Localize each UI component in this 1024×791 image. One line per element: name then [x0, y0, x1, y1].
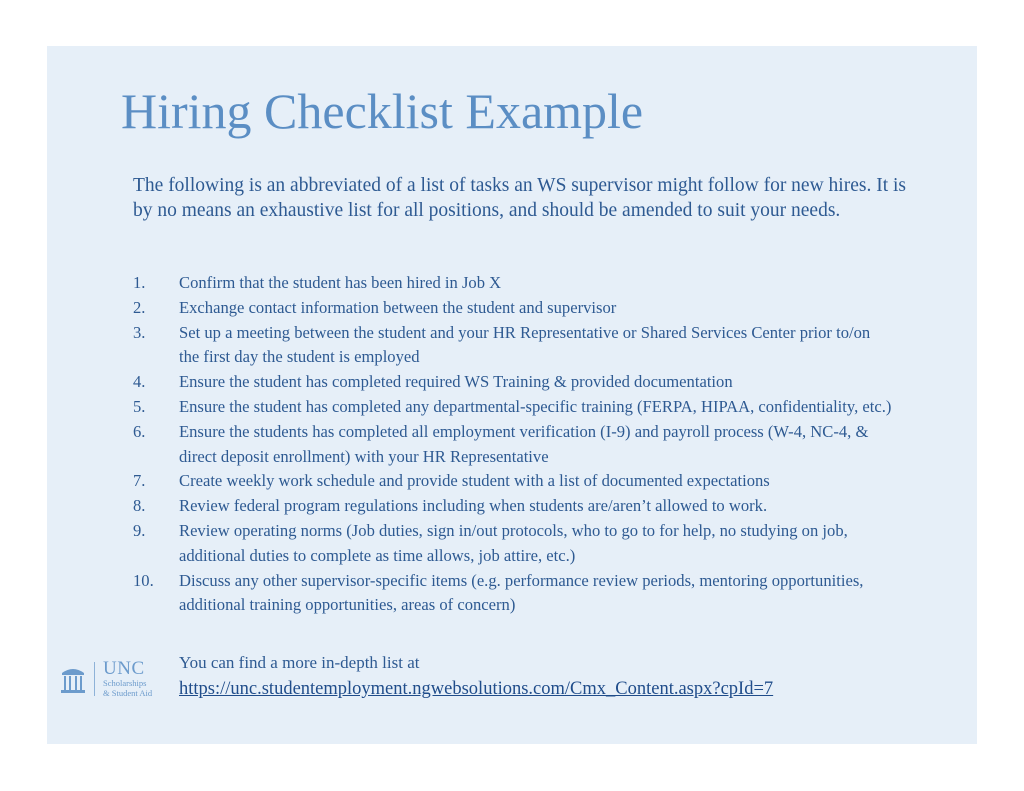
task-text: Create weekly work schedule and provide student with a list of documented expectations	[179, 471, 770, 491]
more-info	[179, 650, 773, 702]
task-text: Confirm that the student has been hired in Job X	[179, 273, 502, 292]
task-item	[133, 296, 893, 321]
task-item	[133, 271, 893, 296]
task-text: Ensure the students has completed all employment verification (I-9) and payroll process (W-4, NC-4, & direct deposit enrollment) with your HR Representative	[179, 421, 869, 466]
task-item	[133, 519, 893, 569]
task-number: 9.	[133, 520, 146, 540]
task-number: 5.	[133, 396, 146, 416]
task-text: Review federal program regulations including when students are/aren’t allowed to work.	[179, 496, 768, 516]
task-number: 10.	[133, 570, 154, 590]
logo-line-1: Scholarships	[103, 678, 147, 688]
task-item	[133, 469, 893, 494]
task-text: Exchange contact information between the student and supervisor	[179, 297, 617, 317]
task-number: 3.	[133, 322, 146, 342]
logo-subtitle	[103, 679, 152, 698]
task-number: 4.	[133, 372, 146, 392]
task-item	[133, 395, 893, 420]
logo-line-2: & Student Aid	[103, 687, 153, 698]
intro-paragraph: The following is an abbreviated of a list of tasks an WS supervisor might follow for new hires. It is by no means an exhaustive list for all positions, and should be amended to suit your needs.	[133, 175, 906, 221]
task-item	[133, 420, 893, 470]
old-well-icon	[60, 664, 86, 694]
task-item	[133, 494, 893, 519]
task-number: 8.	[133, 496, 146, 516]
task-text: Set up a meeting between the student and your HR Representative or Shared Services Center prior to/on the first day the student is employed	[179, 322, 871, 367]
page-title: Hiring Checklist Example	[121, 83, 644, 139]
task-number: 6.	[133, 421, 146, 441]
task-list	[133, 271, 893, 618]
unc-scholarships-logo	[60, 660, 160, 700]
task-text: Ensure the student has completed any departmental-specific training (FERPA, HIPAA, confidentiality, etc.)	[179, 396, 892, 416]
task-number: 1.	[133, 273, 146, 292]
task-text: Discuss any other supervisor-specific items (e.g. performance review periods, mentoring opportunities, additional training opportunities, areas of concern)	[179, 570, 864, 615]
task-number: 2.	[133, 297, 146, 317]
logo-divider	[94, 662, 95, 696]
task-text: Ensure the student has completed required WS Training & provided documentation	[179, 372, 733, 392]
task-number: 7.	[133, 471, 146, 491]
task-item	[133, 569, 893, 619]
more-info-text: You can find a more in-depth list at	[179, 653, 420, 672]
task-item	[133, 321, 893, 371]
task-text: Review operating norms (Job duties, sign in/out protocols, who to go to for help, no studying on job, additional duties to complete as time allows, job attire, etc.)	[179, 520, 848, 565]
logo-name: UNC	[103, 658, 145, 679]
more-info-link[interactable]: https://unc.studentemployment.ngwebsolutions.com/Cmx_Content.aspx?cpId=7	[179, 679, 774, 699]
task-item	[133, 370, 893, 395]
